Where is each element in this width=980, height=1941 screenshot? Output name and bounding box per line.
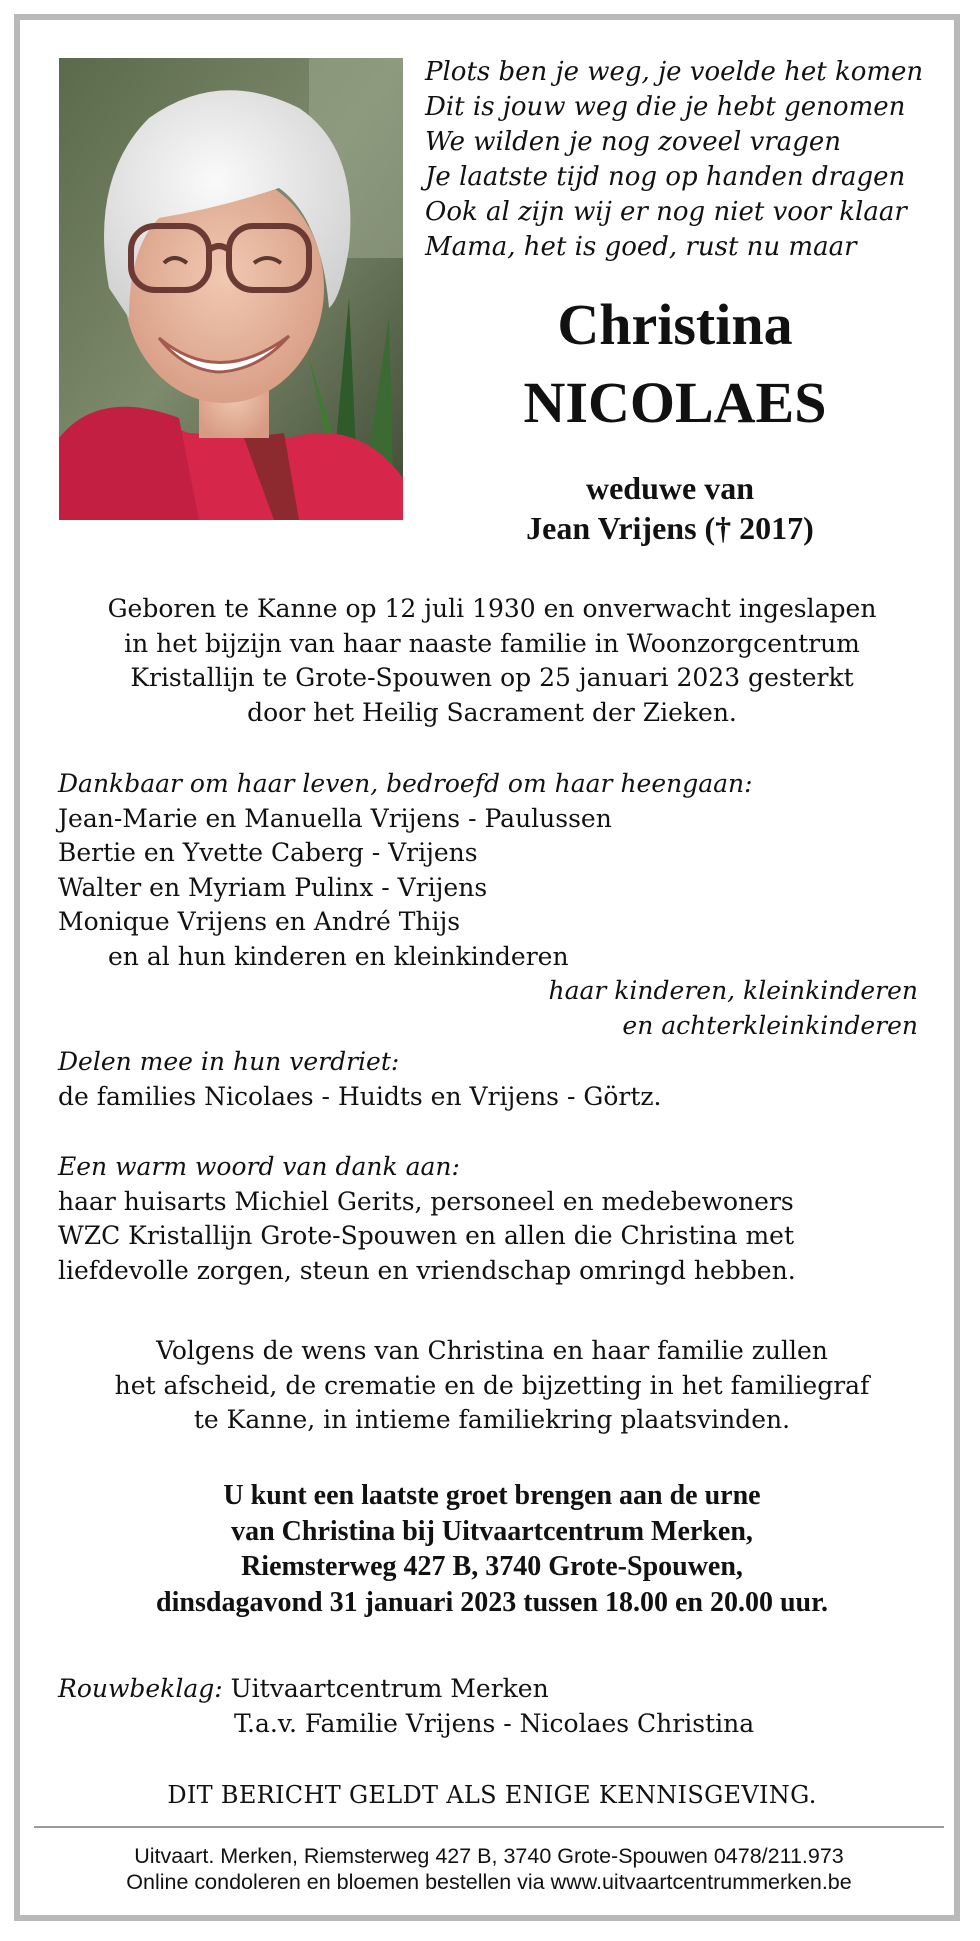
poem-line: Ook al zijn wij er nog niet voor klaar bbox=[425, 197, 907, 227]
poem-line: Plots ben je weg, je voelde het komen bbox=[425, 57, 924, 87]
poem bbox=[425, 55, 945, 265]
notice: DIT BERICHT GELDT ALS ENIGE KENNISGEVING. bbox=[167, 1781, 817, 1809]
deceased-first-name: Christina bbox=[557, 292, 793, 357]
thanks-section bbox=[58, 1150, 926, 1288]
thanks-line: liefdevolle zorgen, steun en vriendschap omringd hebben. bbox=[58, 1255, 796, 1285]
family-member: Monique Vrijens en André Thijs bbox=[58, 907, 461, 936]
family-section bbox=[58, 767, 926, 1043]
family-signature: haar kinderen, kleinkinderen bbox=[548, 976, 918, 1005]
bio-line: Kristallijn te Grote-Spouwen op 25 januari 2023 gesterkt bbox=[130, 663, 854, 692]
family-member: Bertie en Yvette Caberg - Vrijens bbox=[58, 838, 478, 867]
family-intro: Dankbaar om haar leven, bedroefd om haar heengaan: bbox=[58, 769, 753, 798]
family-signature: en achterkleinkinderen bbox=[622, 1010, 918, 1040]
condolence-section bbox=[58, 1672, 926, 1741]
footer-address: Uitvaart. Merken, Riemsterweg 427 B, 3740 Grote-Spouwen 0478/211.973 bbox=[134, 1844, 844, 1868]
widow-label: weduwe van bbox=[585, 470, 754, 506]
wish-line: Volgens de wens van Christina en haar familie zullen bbox=[156, 1336, 828, 1365]
share-text: de families Nicolaes - Huidts en Vrijens - Görtz. bbox=[58, 1081, 662, 1111]
poem-line: Je laatste tijd nog op handen dragen bbox=[425, 162, 906, 192]
bio-line: in het bijzijn van haar naaste familie in Woonzorgcentrum bbox=[124, 628, 860, 658]
wish-line: het afscheid, de crematie en de bijzetting in het familiegraf bbox=[114, 1370, 870, 1400]
children-line: en al hun kinderen en kleinkinderen bbox=[108, 941, 569, 971]
visit-line: dinsdagavond 31 januari 2023 tussen 18.00 en 20.00 uur. bbox=[156, 1586, 828, 1618]
wish-line: te Kanne, in intieme familiekring plaatsvinden. bbox=[193, 1405, 791, 1434]
poem-line: Mama, het is goed, rust nu maar bbox=[425, 232, 857, 262]
visit-line: van Christina bij Uitvaartcentrum Merken, bbox=[231, 1515, 753, 1547]
share-section bbox=[58, 1045, 926, 1114]
visit-section bbox=[58, 1478, 926, 1620]
spouse-name: Jean Vrijens († 2017) bbox=[526, 510, 814, 546]
family-member: Walter en Myriam Pulinx - Vrijens bbox=[58, 872, 488, 902]
poem-line: We wilden je nog zoveel vragen bbox=[425, 127, 841, 157]
visit-line: U kunt een laatste groet brengen aan de urne bbox=[223, 1480, 761, 1511]
portrait-photo bbox=[59, 58, 403, 520]
share-intro: Delen mee in hun verdriet: bbox=[58, 1047, 400, 1076]
thanks-intro: Een warm woord van dank aan: bbox=[58, 1152, 460, 1181]
footer-website: Online condoleren en bloemen bestellen via www.uitvaartcentrummerken.be bbox=[126, 1870, 852, 1894]
bio-line: door het Heilig Sacrament der Zieken. bbox=[247, 697, 737, 727]
bio-line: Geboren te Kanne op 12 juli 1930 en onverwacht ingeslapen bbox=[107, 594, 877, 623]
condolence-label: Rouwbeklag: bbox=[58, 1674, 223, 1703]
widow-of bbox=[430, 468, 910, 548]
footer bbox=[34, 1843, 944, 1895]
bio-paragraph bbox=[58, 592, 926, 730]
poem-line: Dit is jouw weg die je hebt genomen bbox=[425, 92, 906, 122]
visit-line: Riemsterweg 427 B, 3740 Grote-Spouwen, bbox=[241, 1551, 743, 1582]
thanks-line: WZC Kristallijn Grote-Spouwen en allen die Christina met bbox=[58, 1221, 794, 1250]
condolence-line: T.a.v. Familie Vrijens - Nicolaes Christina bbox=[234, 1708, 755, 1738]
deceased-last-name: NICOLAES bbox=[523, 370, 827, 435]
family-member: Jean-Marie en Manuella Vrijens - Paulussen bbox=[58, 803, 612, 833]
wish-section bbox=[58, 1334, 926, 1438]
footer-divider bbox=[34, 1826, 944, 1828]
condolence-line: Uitvaartcentrum Merken bbox=[230, 1674, 549, 1703]
thanks-line: haar huisarts Michiel Gerits, personeel en medebewoners bbox=[58, 1186, 794, 1216]
